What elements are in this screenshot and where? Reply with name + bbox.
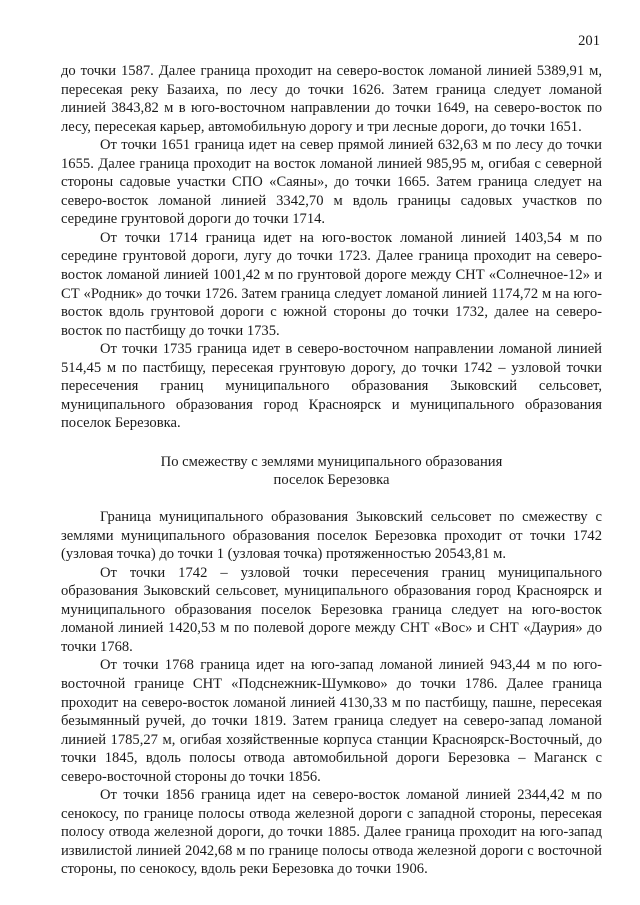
paragraph-continuation: до точки 1587. Далее граница проходит на северо-восток ломаной линией 5389,91 м, пересекая реку Базаиха, по лесу до точки 1626. Затем граница следует ломаной линией 3843,82 м в юго-восточном направлении до точки 1649, на северо-восток по лесу, пересекая карьер, автомобильную дорогу и три лесные дороги, до точки 1651. [61, 63, 602, 135]
paragraph: От точки 1768 граница идет на юго-запад ломаной линией 943,44 м по юго-восточной границе СНТ «Подснежник-Шумково» до точки 1786. Далее граница проходит на северо-восток ломаной линией 4130,33 м по пастбищу, пашне, пересекая безымянный ручей, до точки 1819. Затем граница следует на северо-запад ломаной линией 1785,27 м, огибая хозяйственные корпуса станции Красноярск-Восточный, до точки 1845, вдоль полосы отвода автомобильной дороги Березовка – Маганск с северо-восточной стороны до точки 1856. [61, 657, 602, 785]
page-number: 201 [578, 33, 600, 49]
paragraph: От точки 1735 граница идет в северо-восточном направлении ломаной линией 514,45 м по пастбищу, пересекая грунтовую дорогу, до точки 1742 – узловой точки пересечения границ муниципального образования Зыковский сельсовет, муниципального образования город Красноярск и муниципального образования поселок Березовка. [61, 341, 602, 432]
paragraph: От точки 1856 граница идет на северо-восток ломаной линией 2344,42 м по сенокосу, по границе полосы отвода железной дороги с западной стороны, пересекая полосу отвода железной дороги, до точки 1885. Далее граница проходит на юго-запад извилистой линией 2042,68 м по границе полосы отвода железной дороги с восточной стороны, по сенокосу, вдоль реки Березовка до точки 1906. [61, 787, 602, 878]
document-body [61, 62, 602, 879]
paragraph: От точки 1651 граница идет на север прямой линией 632,63 м по лесу до точки 1655. Далее граница проходит на восток ломаной линией 985,95 м, огибая с северной стороны садовые участки СПО «Саяны», до точки 1665. Затем граница следует на северо-восток ломаной линией 3342,70 м вдоль границы садовых участков по середине грунтовой дороги до точки 1714. [61, 137, 602, 228]
section-heading [61, 453, 602, 490]
paragraph: Граница муниципального образования Зыковский сельсовет по смежеству с землями муниципального образования поселок Березовка проходит от точки 1742 (узловая точка) до точки 1 (узловая точка) протяженностью 20543,81 м. [61, 509, 602, 563]
paragraph: От точки 1742 – узловой точки пересечения границ муниципального образования Зыковский сельсовет, муниципального образования город Красноярск и муниципального образования поселок Березовка граница следует на юго-восток ломаной линией 1420,53 м по полевой дороге между СНТ «Вос» и СНТ «Даурия» до точки 1768. [61, 564, 602, 655]
section-heading-line-1: По смежеству с землями муниципального образования [160, 453, 503, 470]
section-heading-line-2: поселок Березовка [273, 472, 390, 489]
paragraph: От точки 1714 граница идет на юго-восток ломаной линией 1403,54 м по середине грунтовой дороги, лугу до точки 1723. Далее граница проходит на северо-восток ломаной линией 1001,42 м по грунтовой дороге между СНТ «Солнечное-12» и СТ «Родник» до точки 1726. Затем граница следует ломаной линией 1174,72 м на юго-восток вдоль грунтовой дороги с южной стороны до точки 1732, далее на северо-восток по пастбищу до точки 1735. [61, 229, 602, 339]
